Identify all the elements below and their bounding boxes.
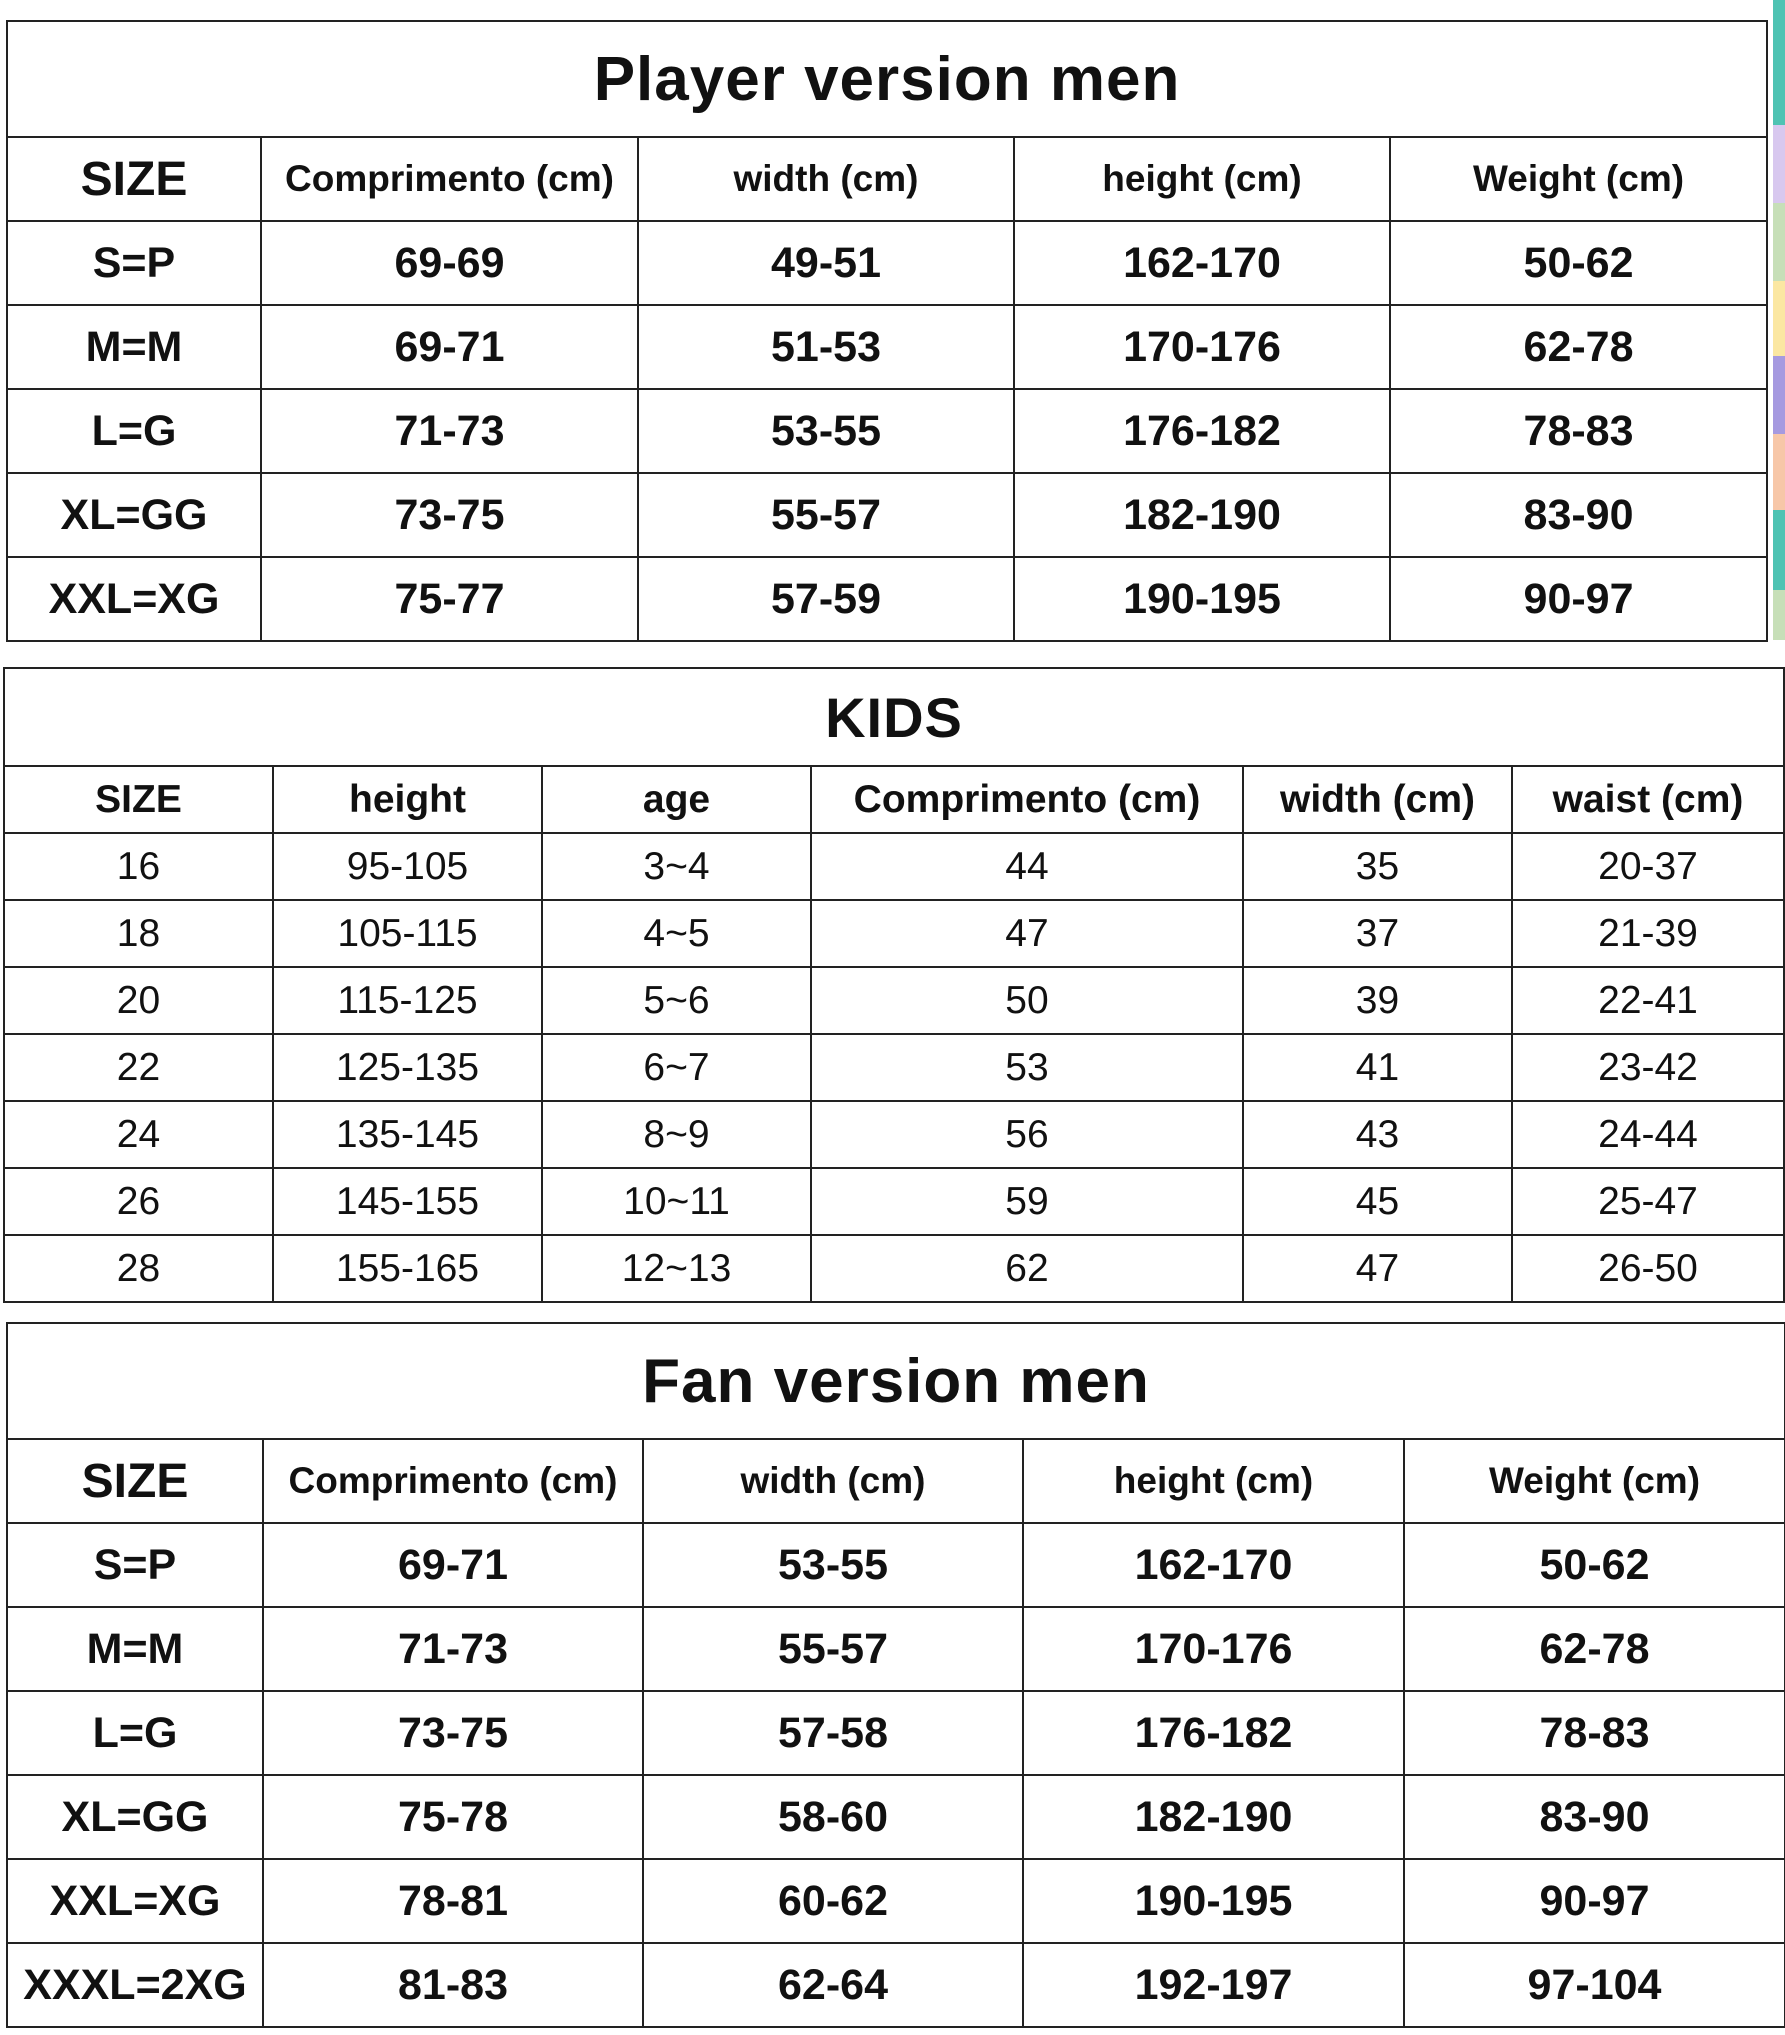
table-cell: 162-170	[1014, 221, 1390, 305]
table-row	[7, 221, 1767, 305]
edge-color-block	[1773, 356, 1785, 434]
edge-color-block	[1773, 281, 1785, 356]
table-cell: 22-41	[1512, 967, 1784, 1034]
table-cell: 55-57	[643, 1607, 1023, 1691]
table-cell: 53-55	[643, 1523, 1023, 1607]
column-header: width (cm)	[638, 137, 1014, 221]
table-cell: 81-83	[263, 1943, 643, 2027]
table-cell: 62-78	[1404, 1607, 1785, 1691]
edge-color-block	[1773, 125, 1785, 203]
table-cell: 47	[811, 900, 1243, 967]
size-cell: L=G	[7, 1691, 263, 1775]
table-row	[4, 1168, 1784, 1235]
size-cell: 22	[4, 1034, 273, 1101]
fan-table-title: Fan version men	[7, 1323, 1785, 1439]
table-row	[4, 967, 1784, 1034]
size-cell: XL=GG	[7, 473, 261, 557]
table-cell: 57-59	[638, 557, 1014, 641]
table-cell: 50	[811, 967, 1243, 1034]
table-cell: 71-73	[263, 1607, 643, 1691]
table-cell: 71-73	[261, 389, 638, 473]
table-cell: 25-47	[1512, 1168, 1784, 1235]
table-row	[7, 557, 1767, 641]
table-cell: 45	[1243, 1168, 1512, 1235]
table-cell: 58-60	[643, 1775, 1023, 1859]
table-cell: 73-75	[263, 1691, 643, 1775]
table-cell: 62	[811, 1235, 1243, 1302]
table-row	[7, 1943, 1785, 2027]
column-header: Weight (cm)	[1390, 137, 1767, 221]
kids-size-table	[3, 667, 1785, 1303]
column-header: Weight (cm)	[1404, 1439, 1785, 1523]
size-cell: XXXL=2XG	[7, 1943, 263, 2027]
table-row	[7, 389, 1767, 473]
table-cell: 170-176	[1014, 305, 1390, 389]
table-cell: 35	[1243, 833, 1512, 900]
table-cell: 6~7	[542, 1034, 811, 1101]
edge-color-block	[1773, 510, 1785, 590]
column-header: SIZE	[7, 1439, 263, 1523]
player-size-table	[6, 20, 1768, 642]
edge-color-block	[1773, 203, 1785, 281]
fan-size-table	[6, 1322, 1785, 2028]
table-cell: 53	[811, 1034, 1243, 1101]
table-cell: 83-90	[1390, 473, 1767, 557]
table-row	[4, 900, 1784, 967]
table-cell: 125-135	[273, 1034, 542, 1101]
table-cell: 56	[811, 1101, 1243, 1168]
edge-color-block	[1773, 434, 1785, 510]
column-header: SIZE	[4, 766, 273, 833]
table-cell: 5~6	[542, 967, 811, 1034]
size-cell: S=P	[7, 1523, 263, 1607]
table-cell: 115-125	[273, 967, 542, 1034]
table-cell: 8~9	[542, 1101, 811, 1168]
table-cell: 190-195	[1023, 1859, 1404, 1943]
table-cell: 24-44	[1512, 1101, 1784, 1168]
table-cell: 59	[811, 1168, 1243, 1235]
size-cell: S=P	[7, 221, 261, 305]
table-cell: 21-39	[1512, 900, 1784, 967]
table-cell: 90-97	[1404, 1859, 1785, 1943]
table-cell: 10~11	[542, 1168, 811, 1235]
table-cell: 176-182	[1023, 1691, 1404, 1775]
table-cell: 190-195	[1014, 557, 1390, 641]
column-header: Comprimento (cm)	[811, 766, 1243, 833]
table-cell: 69-71	[263, 1523, 643, 1607]
table-cell: 4~5	[542, 900, 811, 967]
size-cell: L=G	[7, 389, 261, 473]
table-cell: 53-55	[638, 389, 1014, 473]
size-cell: XXL=XG	[7, 1859, 263, 1943]
table-cell: 39	[1243, 967, 1512, 1034]
size-cell: XXL=XG	[7, 557, 261, 641]
table-cell: 69-71	[261, 305, 638, 389]
column-header: age	[542, 766, 811, 833]
table-cell: 90-97	[1390, 557, 1767, 641]
table-row	[7, 1775, 1785, 1859]
table-cell: 135-145	[273, 1101, 542, 1168]
size-cell: 24	[4, 1101, 273, 1168]
size-cell: 18	[4, 900, 273, 967]
column-header: height	[273, 766, 542, 833]
table-cell: 78-83	[1404, 1691, 1785, 1775]
table-cell: 78-81	[263, 1859, 643, 1943]
table-cell: 182-190	[1014, 473, 1390, 557]
table-cell: 47	[1243, 1235, 1512, 1302]
table-cell: 75-77	[261, 557, 638, 641]
size-cell: M=M	[7, 305, 261, 389]
table-cell: 43	[1243, 1101, 1512, 1168]
kids-table-title: KIDS	[4, 668, 1784, 766]
table-cell: 97-104	[1404, 1943, 1785, 2027]
size-cell: 16	[4, 833, 273, 900]
table-cell: 50-62	[1390, 221, 1767, 305]
table-row	[4, 1034, 1784, 1101]
size-cell: XL=GG	[7, 1775, 263, 1859]
table-cell: 192-197	[1023, 1943, 1404, 2027]
edge-color-block	[1773, 0, 1785, 125]
column-header: SIZE	[7, 137, 261, 221]
size-cell: M=M	[7, 1607, 263, 1691]
table-cell: 73-75	[261, 473, 638, 557]
table-cell: 95-105	[273, 833, 542, 900]
table-cell: 26-50	[1512, 1235, 1784, 1302]
table-cell: 12~13	[542, 1235, 811, 1302]
column-header: width (cm)	[1243, 766, 1512, 833]
table-cell: 69-69	[261, 221, 638, 305]
table-cell: 170-176	[1023, 1607, 1404, 1691]
edge-color-block	[1773, 590, 1785, 640]
table-cell: 62-78	[1390, 305, 1767, 389]
table-cell: 49-51	[638, 221, 1014, 305]
player-table-title: Player version men	[7, 21, 1767, 137]
size-cell: 28	[4, 1235, 273, 1302]
column-header: Comprimento (cm)	[261, 137, 638, 221]
table-row	[7, 1859, 1785, 1943]
table-row	[7, 305, 1767, 389]
table-cell: 162-170	[1023, 1523, 1404, 1607]
table-cell: 57-58	[643, 1691, 1023, 1775]
table-row	[4, 1235, 1784, 1302]
column-header: waist (cm)	[1512, 766, 1784, 833]
table-row	[7, 473, 1767, 557]
table-cell: 50-62	[1404, 1523, 1785, 1607]
table-row	[4, 833, 1784, 900]
table-cell: 155-165	[273, 1235, 542, 1302]
table-cell: 20-37	[1512, 833, 1784, 900]
table-cell: 3~4	[542, 833, 811, 900]
table-cell: 41	[1243, 1034, 1512, 1101]
table-cell: 23-42	[1512, 1034, 1784, 1101]
table-cell: 51-53	[638, 305, 1014, 389]
column-header: width (cm)	[643, 1439, 1023, 1523]
table-cell: 105-115	[273, 900, 542, 967]
table-cell: 55-57	[638, 473, 1014, 557]
table-cell: 182-190	[1023, 1775, 1404, 1859]
table-cell: 62-64	[643, 1943, 1023, 2027]
table-cell: 44	[811, 833, 1243, 900]
table-row	[4, 1101, 1784, 1168]
table-cell: 83-90	[1404, 1775, 1785, 1859]
table-row	[7, 1523, 1785, 1607]
table-cell: 176-182	[1014, 389, 1390, 473]
column-header: height (cm)	[1023, 1439, 1404, 1523]
table-cell: 75-78	[263, 1775, 643, 1859]
table-cell: 37	[1243, 900, 1512, 967]
column-header: Comprimento (cm)	[263, 1439, 643, 1523]
edge-color-strip	[1773, 0, 1785, 640]
table-row	[7, 1691, 1785, 1775]
table-cell: 60-62	[643, 1859, 1023, 1943]
table-cell: 78-83	[1390, 389, 1767, 473]
table-cell: 145-155	[273, 1168, 542, 1235]
column-header: height (cm)	[1014, 137, 1390, 221]
size-cell: 20	[4, 967, 273, 1034]
size-cell: 26	[4, 1168, 273, 1235]
table-row	[7, 1607, 1785, 1691]
